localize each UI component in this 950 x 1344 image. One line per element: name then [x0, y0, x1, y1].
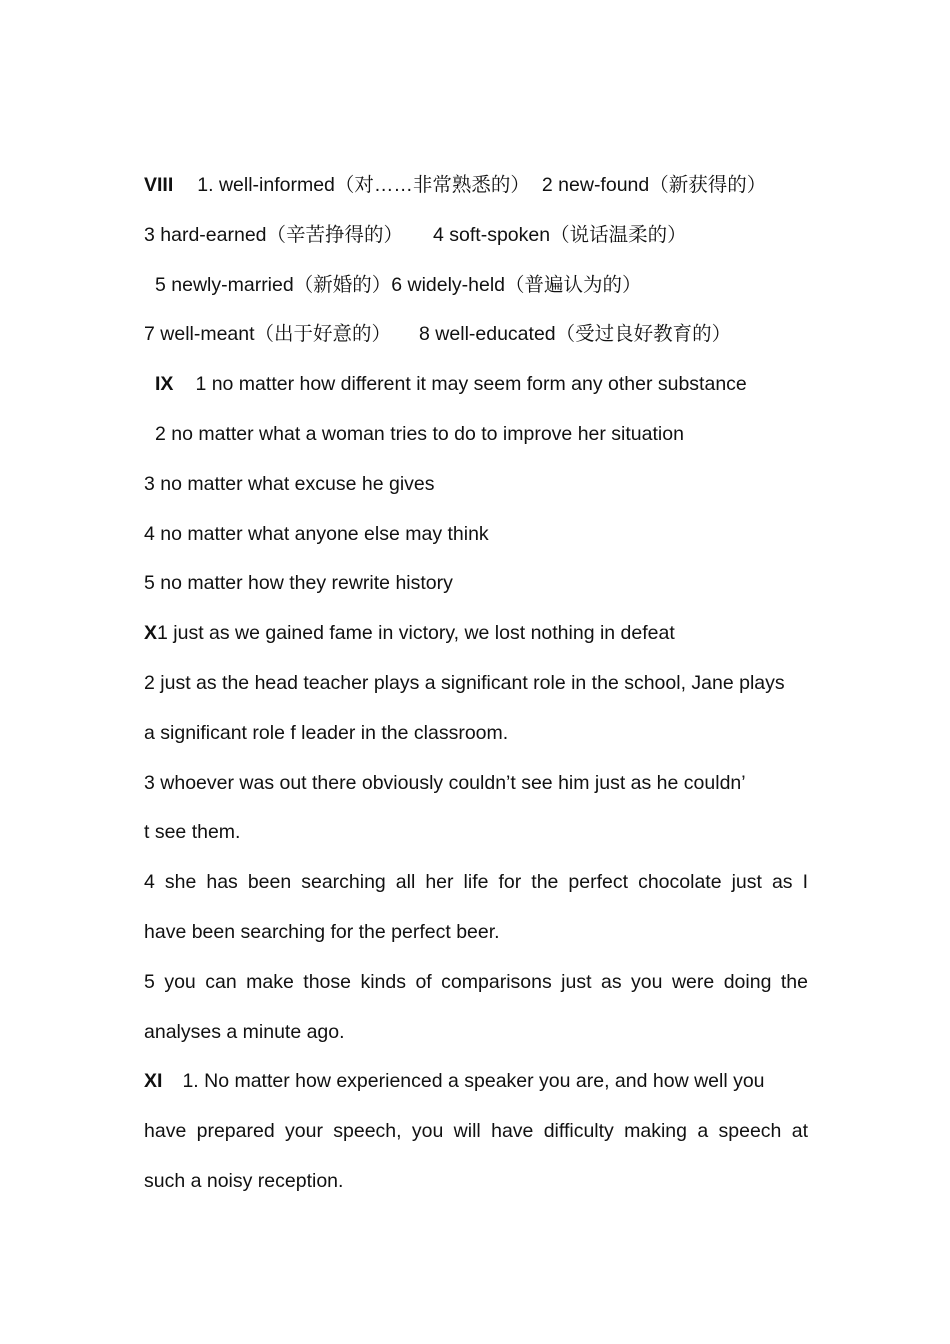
viii-item-4: 4 soft-spoken（说话温柔的） [433, 223, 687, 246]
xi-item-1-line-2: have prepared your speech, you will have difficulty making a speech at [144, 1120, 808, 1143]
xi-line-1 [144, 1057, 808, 1107]
ix-line-2 [144, 410, 808, 460]
section-viii-label: VIII [144, 174, 174, 196]
ix-line-4 [144, 510, 808, 560]
x-line-1 [144, 609, 808, 659]
x-item-1: 1 just as we gained fame in victory, we lost nothing in defeat [157, 622, 675, 645]
viii-item-8: 8 well-educated（受过良好教育的） [419, 323, 732, 346]
viii-item-1: 1. well-informed（对……非常熟悉的） [197, 174, 530, 196]
x-item-3-line-1: 3 whoever was out there obviously couldn’t see him just as he couldn’ [144, 771, 746, 794]
x-item-5-line-2: analyses a minute ago. [144, 1020, 345, 1043]
x-item-4-line-2: have been searching for the perfect beer. [144, 920, 500, 943]
ix-line-3 [144, 460, 808, 510]
x-item-4-line-1: 4 she has been searching all her life for the perfect chocolate just as I [144, 871, 808, 894]
x-item-5-line-1: 5 you can make those kinds of comparisons just as you were doing the [144, 970, 808, 993]
viii-line-4 [144, 310, 808, 360]
ix-item-2: 2 no matter what a woman tries to do to improve her situation [155, 422, 684, 445]
viii-line-2 [144, 211, 808, 261]
xi-item-1-line-1: 1. No matter how experienced a speaker you are, and how well you [182, 1070, 765, 1093]
viii-line-3 [144, 261, 808, 311]
viii-item-2: 2 new-found（新获得的） [541, 174, 767, 196]
x-item-2-line-1: 2 just as the head teacher plays a significant role in the school, Jane plays [144, 671, 785, 694]
xi-item-1-line-3: such a noisy reception. [144, 1169, 344, 1192]
x-item-2-line-2: a significant role f leader in the classroom. [144, 721, 509, 744]
section-ix-label: IX [155, 373, 174, 396]
ix-item-3: 3 no matter what excuse he gives [144, 472, 435, 495]
x-item-3-line-2: t see them. [144, 821, 241, 844]
viii-item-7: 7 well-meant（出于好意的） [144, 323, 392, 346]
ix-item-5: 5 no matter how they rewrite history [144, 572, 453, 595]
viii-line-1 [144, 161, 808, 211]
section-xi-label: XI [144, 1070, 163, 1093]
document-page [144, 161, 808, 1207]
viii-item-5: 5 newly-married（新婚的） [155, 273, 392, 296]
section-x-label: X [144, 622, 158, 645]
ix-item-1: 1 no matter how different it may seem form any other substance [195, 373, 747, 396]
viii-item-6: 6 widely-held（普遍认为的） [391, 273, 642, 296]
ix-line-1 [144, 360, 808, 410]
ix-line-5 [144, 559, 808, 609]
ix-item-4: 4 no matter what anyone else may think [144, 522, 489, 545]
viii-item-3: 3 hard-earned（辛苦挣得的） [144, 223, 404, 246]
